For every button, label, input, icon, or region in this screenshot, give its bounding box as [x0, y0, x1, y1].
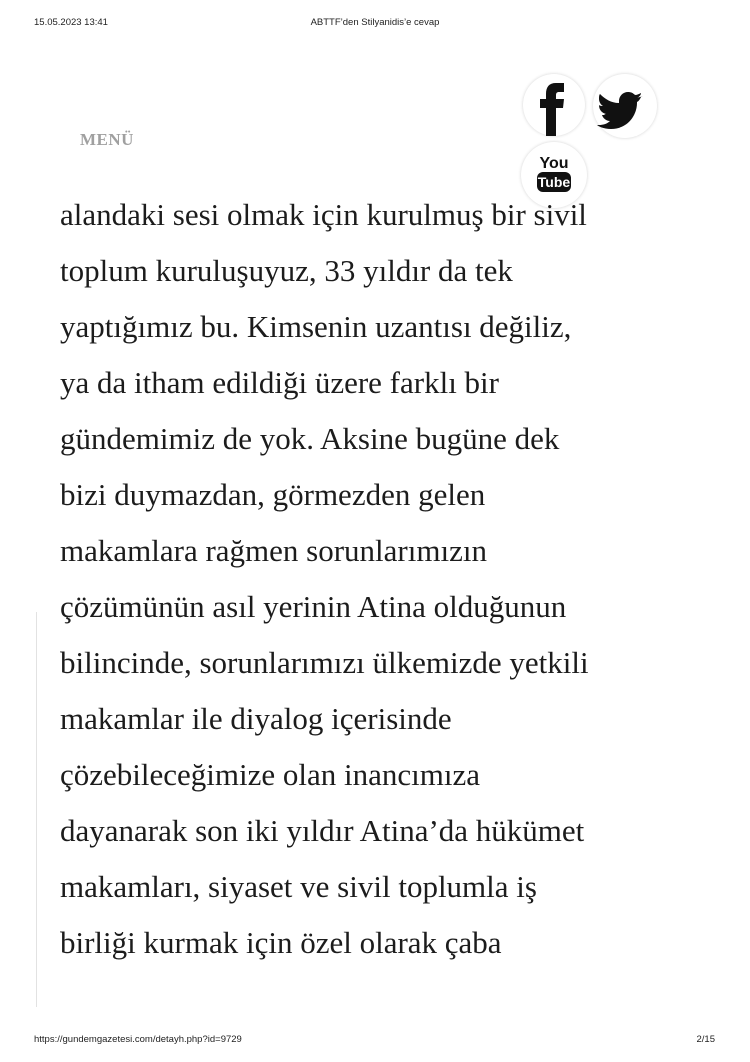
- article-line: alandaki sesi olmak için kurulmuş bir sivil: [60, 197, 587, 232]
- article-line: makamlara rağmen sorunlarımızın: [60, 533, 487, 568]
- youtube-text-bottom: Tube: [537, 174, 571, 190]
- print-header: [0, 17, 750, 31]
- facebook-link[interactable]: [523, 74, 585, 136]
- article-line: dayanarak son iki yıldır Atina’da hükümet: [60, 813, 585, 848]
- article-line: bizi duymazdan, görmezden gelen: [60, 477, 486, 512]
- article-line: birliği kurmak için özel olarak çaba: [60, 925, 502, 960]
- article-body: [60, 187, 720, 971]
- article-line: bilincinde, sorunlarımızı ülkemizde yetkili: [60, 645, 589, 680]
- print-url: https://gundemgazetesi.com/detayh.php?id=9729: [34, 1034, 242, 1045]
- article-line: toplum kuruluşuyuz, 33 yıldır da tek: [60, 253, 513, 288]
- article-line: çözebileceğimize olan inancımıza: [60, 757, 480, 792]
- twitter-link[interactable]: [593, 74, 657, 138]
- print-page-number: 2/15: [696, 1034, 715, 1045]
- article-line: yaptığımız bu. Kimsenin uzantısı değiliz,: [60, 309, 572, 344]
- article-line: gündemimiz de yok. Aksine bugüne dek: [60, 421, 560, 456]
- print-footer: [0, 1034, 750, 1048]
- facebook-icon: [523, 74, 585, 136]
- print-document-title: ABTTF’den Stilyanidis’e cevap: [310, 17, 440, 28]
- youtube-text-top: You: [539, 155, 569, 172]
- menu-button[interactable]: MENÜ: [80, 130, 134, 149]
- twitter-icon: [593, 74, 657, 138]
- article-line: çözümünün asıl yerinin Atina olduğunun: [60, 589, 567, 624]
- article-line: makamları, siyaset ve sivil toplumla iş: [60, 869, 537, 904]
- left-divider: [36, 612, 37, 1007]
- print-datetime: 15.05.2023 13:41: [34, 17, 108, 28]
- article-line: ya da itham edildiği üzere farklı bir: [60, 365, 499, 400]
- article-line: makamlar ile diyalog içerisinde: [60, 701, 452, 736]
